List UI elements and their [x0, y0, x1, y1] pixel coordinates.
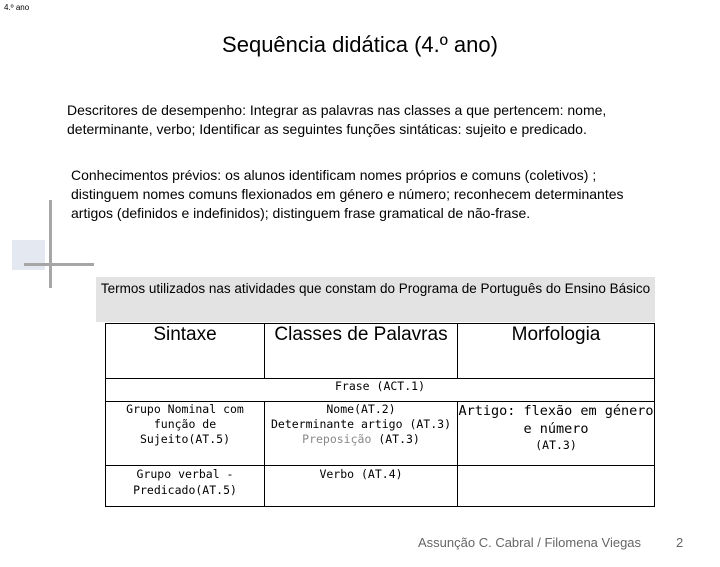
table-row [106, 402, 655, 466]
header-classes: Classes de Palavras [265, 324, 458, 379]
row1-morfologia-ref: (AT.3) [535, 438, 577, 452]
conhecimentos-text: : os alunos identificam nomes próprios e comuns (coletivos) ; distinguem nomes comuns flexionados em género e número; reconhecem determinantes artigos (definidos e indefinidos); distinguem frase gramatical de não-frase. [71, 167, 624, 221]
terms-banner: Termos utilizados nas atividades que constam do Programa de Português do Ensino Básico [96, 277, 655, 322]
row1-classes-preposicao [265, 432, 457, 447]
terms-table [105, 323, 655, 507]
row1-morfologia-text: Artigo: flexão em género e número [458, 403, 654, 437]
row1-classes [265, 402, 458, 466]
decorative-vertical-line [49, 200, 52, 288]
header-sintaxe: Sintaxe [106, 324, 265, 379]
table-row [106, 466, 655, 507]
preposicao-ref: (AT.3) [371, 432, 420, 446]
header-morfologia: Morfologia [458, 324, 655, 379]
row1-classes-nome: Nome(AT.2) [326, 402, 396, 416]
corner-label: 4.º ano [4, 3, 30, 12]
frase-cell: Frase (ACT.1) [106, 379, 655, 402]
row2-sintaxe: Grupo verbal - Predicado(AT.5) [106, 466, 265, 507]
table-row-frase [106, 379, 655, 402]
conhecimentos-label: Conhecimentos prévios [71, 167, 218, 183]
row1-sintaxe: Grupo Nominal com função de Sujeito(AT.5) [106, 402, 265, 466]
row2-morfologia [458, 466, 655, 507]
footer-authors: Assunção C. Cabral / Filomena Viegas [418, 535, 642, 550]
descritores-text: : Integrar as palavras nas classes a que pertencem: nome, determinante, verbo; Identificar as seguintes funções sintáticas: sujeito e predicado. [67, 102, 607, 137]
decorative-horizontal-line [24, 263, 94, 266]
preposicao-term: Preposição [302, 432, 372, 446]
conhecimentos-paragraph [71, 166, 631, 223]
row1-morfologia [458, 402, 655, 466]
row1-classes-determinante: Determinante artigo (AT.3) [270, 417, 451, 431]
slide-title: Sequência didática (4.º ano) [222, 32, 498, 57]
descritores-paragraph [67, 101, 627, 139]
row2-classes: Verbo (AT.4) [265, 466, 458, 507]
page-number: 2 [676, 535, 684, 550]
table-header-row [106, 324, 655, 379]
descritores-label: Descritores de desempenho [67, 102, 243, 118]
